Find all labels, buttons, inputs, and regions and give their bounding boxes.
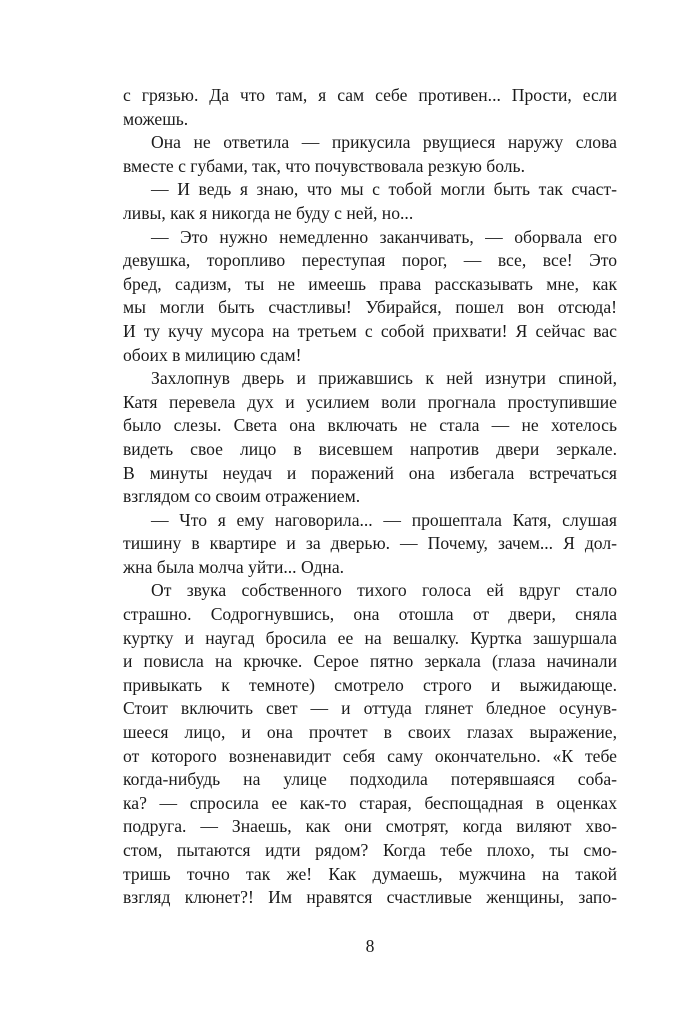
- text-line: В минуты неудач и поражений она избегала встречаться: [123, 462, 617, 483]
- text-line: — И ведь я знаю, что мы с тобой могли быть так счаст-: [151, 179, 617, 200]
- text-line: подруга. — Знаешь, как они смотрят, когда виляют хво-: [123, 816, 617, 837]
- text-line: мы могли быть счастливы! Убирайся, пошел вон отсюда!: [123, 297, 617, 318]
- text-line: И ту кучу мусора на третьем с собой прихвати! Я сейчас вас: [123, 320, 617, 341]
- text-line: вместе с губами, так, что почувствовала резкую боль.: [123, 155, 525, 176]
- text-line: от которого возненавидит себя саму окончательно. «К тебе: [123, 745, 617, 766]
- text-line: тришь точно так же! Как думаешь, мужчина на такой: [123, 863, 617, 884]
- text-line: бред, садизм, ты не имеешь права рассказывать мне, как: [123, 273, 617, 294]
- text-line: страшно. Содрогнувшись, она отошла от двери, сняла: [123, 604, 617, 625]
- body-text: [123, 84, 617, 910]
- text-line: обоих в милицию сдам!: [123, 344, 302, 365]
- text-line: и повисла на крючке. Серое пятно зеркала (глаза начинали: [123, 651, 617, 672]
- text-line: взгляд клюнет?! Им нравятся счастливые женщины, запо-: [123, 887, 617, 908]
- text-line: девушка, торопливо переступая порог, — все, все! Это: [123, 250, 617, 271]
- text-line: с грязью. Да что там, я сам себе противен... Прости, если: [123, 85, 617, 105]
- text-line: можешь.: [123, 108, 189, 129]
- text-line: взглядом со своим отражением.: [123, 486, 361, 507]
- text-line: ка? — спросила ее как-то старая, беспощадная в оценках: [123, 792, 617, 813]
- text-line: ливы, как я никогда не буду с ней, но...: [123, 202, 414, 223]
- text-line: Захлопнув дверь и прижавшись к ней изнутри спиной,: [151, 368, 617, 389]
- text-line: жна была молча уйти... Одна.: [123, 556, 345, 577]
- text-line: тишину в квартире и за дверью. — Почему, зачем... Я дол-: [123, 533, 617, 554]
- text-line: Катя перевела дух и усилием воли прогнала проступившие: [123, 391, 617, 412]
- text-line: куртку и наугад бросила ее на вешалку. Куртка зашуршала: [123, 627, 617, 648]
- text-line: стом, пытаются идти рядом? Когда тебе плохо, ты смо-: [123, 840, 617, 860]
- text-line: От звука собственного тихого голоса ей вдруг стало: [151, 580, 617, 601]
- text-line: было слезы. Света она включать не стала — не хотелось: [123, 415, 617, 436]
- text-line: привыкать к темноте) смотрело строго и выжидающе.: [123, 674, 617, 695]
- text-line: Она не ответила — прикусила рвущиеся наружу слова: [151, 132, 617, 153]
- text-line: — Это нужно немедленно заканчивать, — оборвала его: [151, 226, 617, 247]
- text-line: Стоит включить свет — и оттуда глянет бледное осунув-: [123, 698, 617, 719]
- text-line: видеть свое лицо в висевшем напротив двери зеркале.: [123, 438, 617, 459]
- text-line: шееся лицо, и она прочтет в своих глазах выражение,: [123, 722, 617, 743]
- text-line: когда-нибудь на улице подходила потерявшаяся соба-: [123, 769, 617, 790]
- text-line: — Что я ему наговорила... — прошептала Катя, слушая: [151, 509, 617, 530]
- page-number: 8: [365, 936, 375, 956]
